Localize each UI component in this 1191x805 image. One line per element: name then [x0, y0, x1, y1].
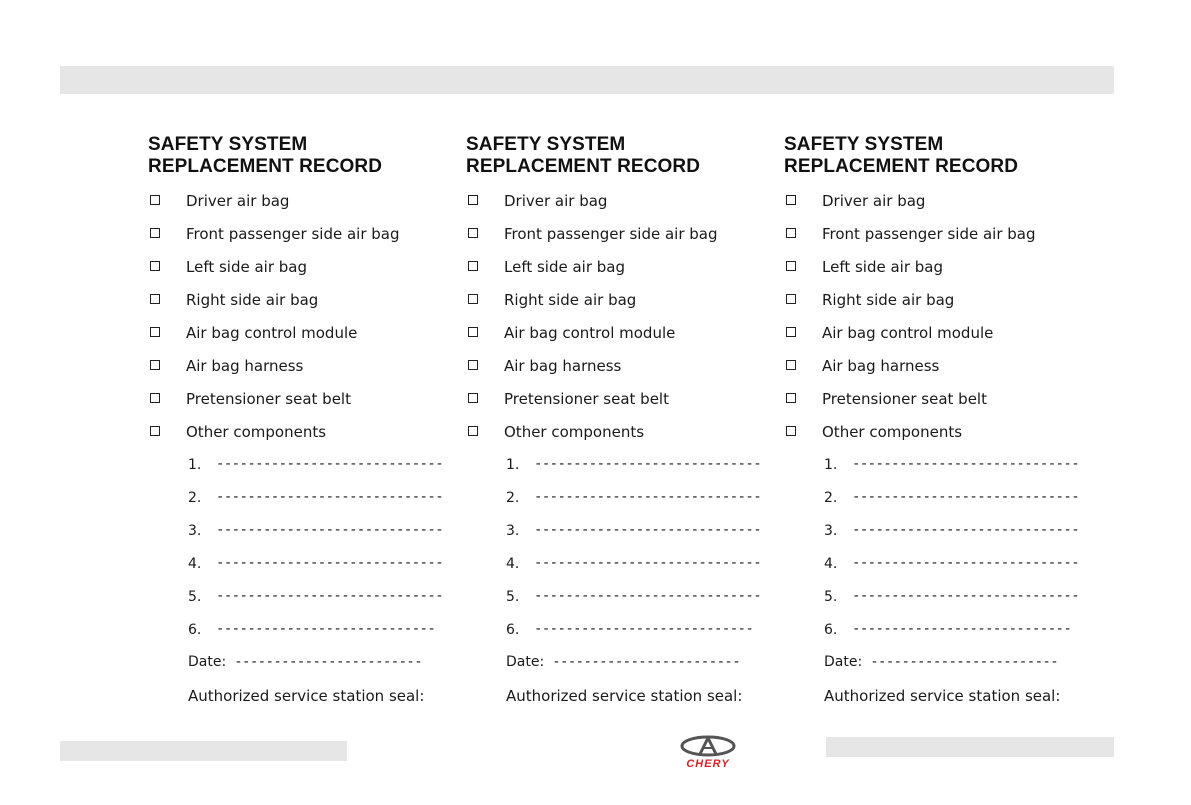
write-in-line[interactable]: -----------------------------	[852, 555, 1080, 571]
checkbox[interactable]	[468, 228, 478, 238]
checkbox[interactable]	[786, 261, 796, 271]
chery-logo	[676, 735, 740, 773]
replacement-record-1	[148, 134, 448, 705]
checklist-item-control-module[interactable]: Air bag control module	[466, 322, 766, 355]
list-item[interactable]: 5. -----------------------------	[506, 588, 762, 605]
checklist-item-pretensioner[interactable]: Pretensioner seat belt	[148, 388, 448, 421]
checkbox[interactable]	[786, 360, 796, 370]
date-field[interactable]	[506, 652, 740, 672]
checklist-item-front-passenger-air-bag[interactable]: Front passenger side air bag	[148, 223, 448, 256]
checklist-item-right-side-air-bag[interactable]: Right side air bag	[148, 289, 448, 322]
date-line[interactable]: ------------------------	[234, 654, 423, 670]
list-item[interactable]: 3. -----------------------------	[188, 522, 444, 539]
seal-label: Authorized service station seal:	[506, 687, 743, 705]
date-label: Date:	[506, 654, 545, 670]
write-in-line[interactable]: -----------------------------	[852, 456, 1080, 472]
chery-logo-icon	[680, 735, 736, 757]
checklist-item-front-passenger-air-bag[interactable]: Front passenger side air bag	[466, 223, 766, 256]
component-checklist	[466, 190, 766, 454]
list-item[interactable]: 3. -----------------------------	[506, 522, 762, 539]
write-in-line[interactable]: -----------------------------	[216, 522, 444, 538]
checklist-item-left-side-air-bag[interactable]: Left side air bag	[466, 256, 766, 289]
checklist-item-driver-air-bag[interactable]: Driver air bag	[466, 190, 766, 223]
write-in-line[interactable]: -----------------------------	[534, 489, 762, 505]
replacement-record-3	[784, 134, 1084, 705]
logo-wordmark: CHERY	[686, 758, 730, 770]
list-item[interactable]: 4. -----------------------------	[188, 555, 444, 572]
component-checklist	[148, 190, 448, 454]
checkbox[interactable]	[150, 228, 160, 238]
write-in-line[interactable]: -----------------------------	[216, 489, 444, 505]
list-item[interactable]: 6. ----------------------------	[506, 621, 754, 638]
checklist-item-control-module[interactable]: Air bag control module	[784, 322, 1084, 355]
checkbox[interactable]	[150, 393, 160, 403]
checkbox[interactable]	[786, 426, 796, 436]
checkbox[interactable]	[150, 261, 160, 271]
write-in-line[interactable]: -----------------------------	[852, 522, 1080, 538]
checkbox[interactable]	[150, 360, 160, 370]
seal-label: Authorized service station seal:	[188, 687, 425, 705]
list-item[interactable]: 4. -----------------------------	[824, 555, 1080, 572]
checklist-item-front-passenger-air-bag[interactable]: Front passenger side air bag	[784, 223, 1084, 256]
checkbox[interactable]	[786, 195, 796, 205]
checkbox[interactable]	[468, 393, 478, 403]
checklist-item-left-side-air-bag[interactable]: Left side air bag	[784, 256, 1084, 289]
write-in-line[interactable]: -----------------------------	[216, 588, 444, 604]
checkbox[interactable]	[468, 195, 478, 205]
checklist-item-harness[interactable]: Air bag harness	[148, 355, 448, 388]
date-label: Date:	[824, 654, 863, 670]
checklist-item-other-components[interactable]: Other components	[784, 421, 1084, 454]
list-item[interactable]: 5. -----------------------------	[824, 588, 1080, 605]
write-in-line[interactable]: -----------------------------	[216, 555, 444, 571]
date-field[interactable]	[824, 652, 1058, 672]
checklist-item-other-components[interactable]: Other components	[148, 421, 448, 454]
write-in-line[interactable]: -----------------------------	[534, 522, 762, 538]
date-line[interactable]: ------------------------	[870, 654, 1059, 670]
other-components-list	[188, 454, 448, 652]
checklist-item-right-side-air-bag[interactable]: Right side air bag	[784, 289, 1084, 322]
checkbox[interactable]	[468, 261, 478, 271]
checklist-item-harness[interactable]: Air bag harness	[784, 355, 1084, 388]
checklist-item-control-module[interactable]: Air bag control module	[148, 322, 448, 355]
other-components-list	[506, 454, 766, 652]
write-in-line[interactable]: ----------------------------	[534, 621, 754, 637]
checklist-item-right-side-air-bag[interactable]: Right side air bag	[466, 289, 766, 322]
header-bar	[60, 66, 1114, 94]
record-title: SAFETY SYSTEM REPLACEMENT RECORD	[784, 134, 1019, 177]
checkbox[interactable]	[150, 195, 160, 205]
write-in-line[interactable]: -----------------------------	[534, 588, 762, 604]
checklist-item-harness[interactable]: Air bag harness	[466, 355, 766, 388]
checklist-item-driver-air-bag[interactable]: Driver air bag	[148, 190, 448, 223]
write-in-line[interactable]: ----------------------------	[852, 621, 1072, 637]
checklist-item-left-side-air-bag[interactable]: Left side air bag	[148, 256, 448, 289]
list-item[interactable]: 4. -----------------------------	[506, 555, 762, 572]
component-checklist	[784, 190, 1084, 454]
checkbox[interactable]	[150, 327, 160, 337]
list-item[interactable]: 6. ----------------------------	[188, 621, 436, 638]
replacement-record-2	[466, 134, 766, 705]
list-item[interactable]: 6. ----------------------------	[824, 621, 1072, 638]
checkbox[interactable]	[150, 294, 160, 304]
list-item[interactable]: 1. -----------------------------	[824, 456, 1080, 473]
checkbox[interactable]	[786, 294, 796, 304]
list-item[interactable]: 5. -----------------------------	[188, 588, 444, 605]
other-components-list	[824, 454, 1084, 652]
checklist-item-pretensioner[interactable]: Pretensioner seat belt	[466, 388, 766, 421]
checkbox[interactable]	[468, 426, 478, 436]
date-line[interactable]: ------------------------	[552, 654, 741, 670]
date-label: Date:	[188, 654, 227, 670]
checkbox[interactable]	[786, 393, 796, 403]
checkbox[interactable]	[468, 360, 478, 370]
checkbox[interactable]	[150, 426, 160, 436]
checklist-item-pretensioner[interactable]: Pretensioner seat belt	[784, 388, 1084, 421]
write-in-line[interactable]: -----------------------------	[534, 456, 762, 472]
checkbox[interactable]	[786, 228, 796, 238]
list-item[interactable]: 3. -----------------------------	[824, 522, 1080, 539]
list-item[interactable]: 2. -----------------------------	[188, 489, 444, 506]
checklist-item-driver-air-bag[interactable]: Driver air bag	[784, 190, 1084, 223]
list-item[interactable]: 2. -----------------------------	[506, 489, 762, 506]
record-title: SAFETY SYSTEM REPLACEMENT RECORD	[466, 134, 701, 177]
date-field[interactable]	[188, 652, 422, 672]
write-in-line[interactable]: -----------------------------	[216, 456, 444, 472]
list-item[interactable]: 1. -----------------------------	[506, 456, 762, 473]
list-item[interactable]: 2. -----------------------------	[824, 489, 1080, 506]
write-in-line[interactable]: -----------------------------	[852, 588, 1080, 604]
write-in-line[interactable]: -----------------------------	[852, 489, 1080, 505]
checklist-item-other-components[interactable]: Other components	[466, 421, 766, 454]
seal-label: Authorized service station seal:	[824, 687, 1061, 705]
checkbox[interactable]	[786, 327, 796, 337]
checkbox[interactable]	[468, 294, 478, 304]
footer-bar-left	[60, 741, 347, 761]
footer-bar-right	[826, 737, 1114, 757]
checkbox[interactable]	[468, 327, 478, 337]
write-in-line[interactable]: -----------------------------	[534, 555, 762, 571]
list-item[interactable]: 1. -----------------------------	[188, 456, 444, 473]
write-in-line[interactable]: ----------------------------	[216, 621, 436, 637]
record-title: SAFETY SYSTEM REPLACEMENT RECORD	[148, 134, 383, 177]
